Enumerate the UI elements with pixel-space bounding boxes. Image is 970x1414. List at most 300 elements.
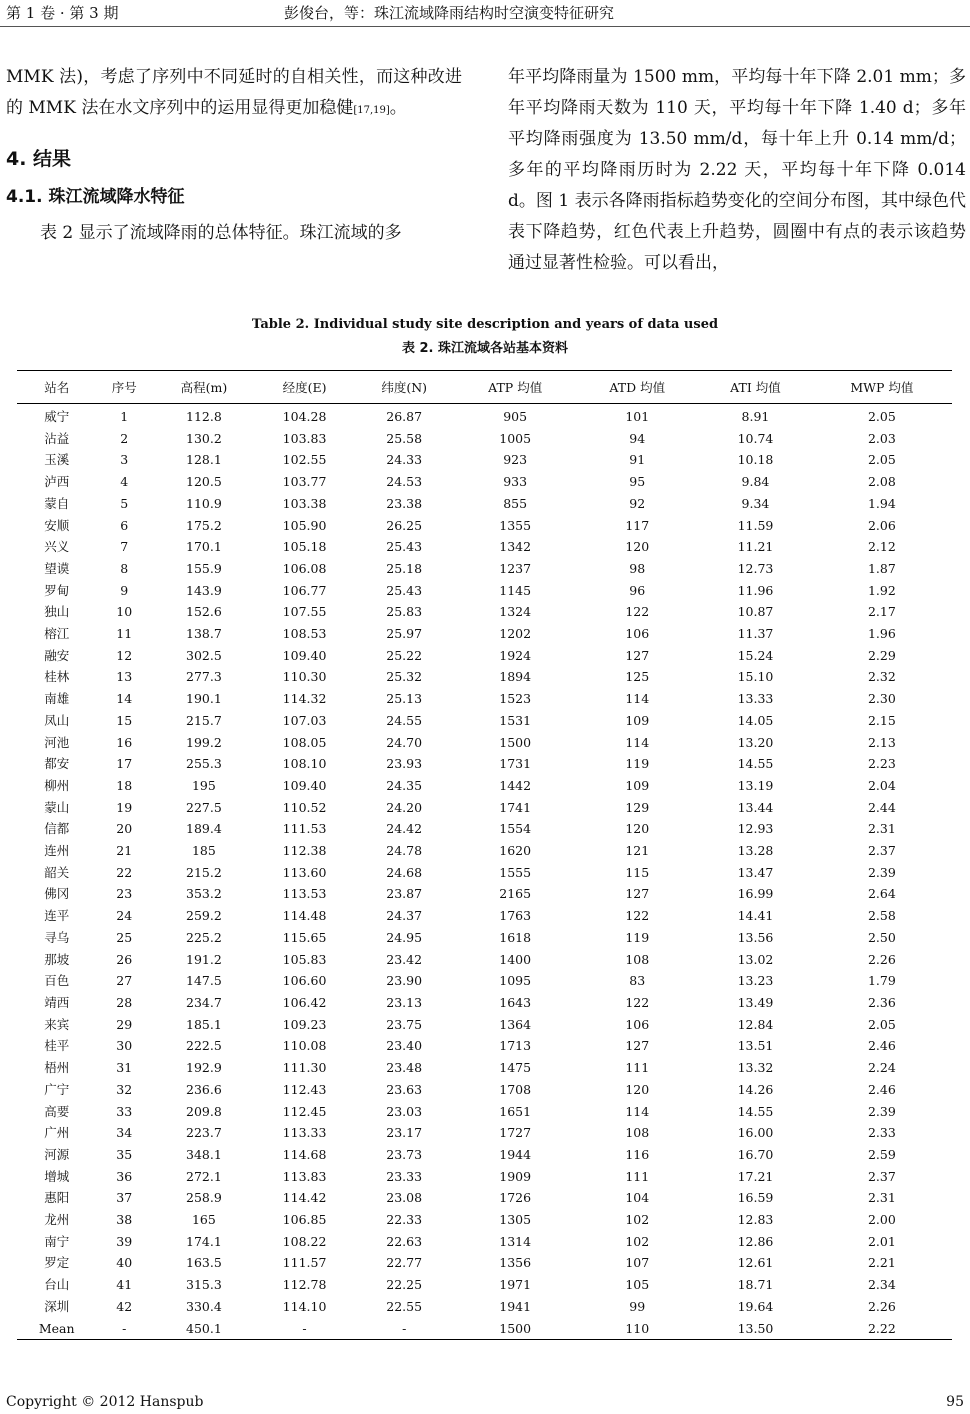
paragraph: 表 2 显示了流域降雨的总体特征。珠江流域的多 — [40, 223, 402, 243]
table-cell: 3 — [120, 452, 129, 468]
copyright: Copyright © 2012 Hanspub — [6, 1394, 204, 1410]
table-cell: 22.55 — [386, 1298, 423, 1314]
table-cell: 24.78 — [386, 843, 423, 859]
table-cell: 22.77 — [386, 1255, 423, 1271]
table-cell: 2.36 — [867, 994, 896, 1010]
table-cell: 12.83 — [737, 1212, 774, 1228]
station-table — [17, 370, 952, 1340]
table-cell: 20 — [116, 821, 133, 837]
table-cell: 109 — [625, 777, 650, 793]
table-row — [17, 1144, 952, 1166]
table-cell: 24.37 — [386, 908, 423, 924]
table-cell: 13.19 — [737, 777, 774, 793]
table-cell: 深圳 — [44, 1298, 70, 1314]
table-row — [17, 949, 952, 971]
table-cell: 277.3 — [186, 669, 222, 685]
table-cell: 170.1 — [186, 539, 222, 555]
table-cell: 2.06 — [867, 517, 896, 533]
table-cell: 108.22 — [282, 1233, 327, 1249]
table-cell: 9 — [120, 582, 129, 598]
table-cell: 13.49 — [737, 994, 774, 1010]
table-cell: 127 — [625, 886, 650, 902]
table-cell: 23.03 — [386, 1103, 423, 1119]
table-row — [17, 601, 952, 623]
table-cell: 2.29 — [867, 647, 896, 663]
table-cell: 1643 — [499, 994, 532, 1010]
table-row — [17, 1209, 952, 1231]
paragraph-text: MMK 法)，考虑了序列中不同延时的自相关性，而这种改进的 MMK 法在水文序列中的运用显得更加稳健 — [6, 67, 462, 118]
table-row — [17, 536, 952, 558]
table-cell: 2.13 — [867, 734, 896, 750]
table-cell: 2.31 — [867, 821, 896, 837]
table-cell: 24.70 — [386, 734, 423, 750]
table-cell: 236.6 — [186, 1081, 222, 1097]
table-cell: 2.58 — [867, 908, 896, 924]
table-cell: 1555 — [499, 864, 532, 880]
table-cell: 21 — [116, 843, 133, 859]
table-row — [17, 558, 952, 580]
table-cell: 来宾 — [44, 1016, 70, 1032]
table-row — [17, 623, 952, 645]
table-cell: 42 — [116, 1298, 133, 1314]
table-cell: 105 — [625, 1277, 650, 1293]
table-cell: 10.87 — [737, 604, 774, 620]
table-row — [17, 1274, 952, 1296]
table-cell: 109.40 — [282, 777, 327, 793]
table-cell: 119 — [625, 929, 650, 945]
table-cell: 22.25 — [386, 1277, 423, 1293]
table-cell: 23.48 — [386, 1060, 423, 1076]
table-cell: 121 — [625, 843, 650, 859]
column-header: 经度(E) — [256, 371, 354, 404]
table-cell: 113.83 — [282, 1168, 327, 1184]
column-header: 高程(m) — [152, 371, 256, 404]
table-row — [17, 797, 952, 819]
table-cell: 119 — [625, 756, 650, 772]
table-cell: 107.55 — [282, 604, 327, 620]
table-row — [17, 840, 952, 862]
table-cell: 114 — [625, 1103, 650, 1119]
table-row — [17, 1231, 952, 1253]
table-row — [17, 666, 952, 688]
table-cell: 2.37 — [867, 843, 896, 859]
table-cell: 16 — [116, 734, 133, 750]
table-cell: 2.31 — [867, 1190, 896, 1206]
table-cell: 融安 — [44, 647, 70, 663]
table-cell: 13.02 — [737, 951, 774, 967]
table-cell: 2.46 — [867, 1081, 896, 1097]
table-cell: 12.84 — [737, 1016, 774, 1032]
table-cell: 104 — [625, 1190, 650, 1206]
table-cell: 11.37 — [737, 626, 774, 642]
table-cell: 1554 — [499, 821, 532, 837]
table-cell: 1909 — [499, 1168, 532, 1184]
table-cell: 185 — [191, 843, 216, 859]
table-cell: 沾益 — [44, 430, 70, 446]
table-cell: 12.61 — [737, 1255, 774, 1271]
table-cell: 蒙自 — [44, 495, 70, 511]
table-cell: 2.37 — [867, 1168, 896, 1184]
table-cell: 104.28 — [282, 409, 327, 424]
table-cell: 10.74 — [737, 430, 774, 446]
table-cell: 106.77 — [282, 582, 327, 598]
column-header: ATP 均值 — [455, 371, 575, 404]
table-cell: 13.33 — [737, 691, 774, 707]
table-cell: 102 — [625, 1212, 650, 1228]
table-cell: 8 — [120, 560, 129, 576]
table-cell: 16.99 — [737, 886, 774, 902]
table-cell: 广州 — [44, 1125, 70, 1141]
table-cell: 110.9 — [186, 495, 222, 511]
table-row — [17, 992, 952, 1014]
table-row — [17, 1187, 952, 1209]
table-cell: 柳州 — [44, 777, 70, 793]
table-cell: 24.53 — [386, 474, 423, 490]
table-cell: 1.87 — [867, 560, 896, 576]
table-row — [17, 775, 952, 797]
table-cell: 16.70 — [737, 1146, 774, 1162]
table-cell: 115 — [625, 864, 650, 880]
table-cell: 13.56 — [737, 929, 774, 945]
table-cell: 106.60 — [282, 973, 327, 989]
table-cell: 1342 — [499, 539, 532, 555]
table-cell: 450.1 — [152, 1318, 256, 1340]
table-cell: 165 — [191, 1212, 216, 1228]
table-cell: 增城 — [44, 1168, 70, 1184]
table-cell: 23.08 — [386, 1190, 423, 1206]
table-row — [17, 645, 952, 667]
table-cell: 1095 — [499, 973, 532, 989]
table-cell: 2.26 — [867, 1298, 896, 1314]
table-cell: 望谟 — [44, 560, 70, 576]
table-cell: 25.18 — [386, 560, 423, 576]
table-cell: 106.08 — [282, 560, 327, 576]
table-cell: 163.5 — [186, 1255, 222, 1271]
table-cell: 1941 — [499, 1298, 532, 1314]
table-cell: 南雄 — [44, 691, 70, 707]
table-cell: 103.77 — [282, 474, 327, 490]
table-cell: 227.5 — [186, 799, 222, 815]
table-cell: 1475 — [499, 1060, 532, 1076]
table-cell: 113.60 — [282, 864, 327, 880]
table-cell: 92 — [629, 495, 646, 511]
table-cell: 1894 — [499, 669, 532, 685]
table-cell: 玉溪 — [44, 452, 70, 468]
table-cell: - — [256, 1318, 354, 1340]
table-cell: 4 — [120, 474, 129, 490]
table-cell: 23.73 — [386, 1146, 423, 1162]
table-row — [17, 862, 952, 884]
table-cell: 独山 — [44, 604, 70, 620]
table-cell: 108 — [625, 951, 650, 967]
table-cell: 855 — [503, 495, 528, 511]
table-row — [17, 1166, 952, 1188]
table-cell: 23.63 — [386, 1081, 423, 1097]
table-cell: 255.3 — [186, 756, 222, 772]
table-cell: 83 — [629, 973, 646, 989]
table-cell: 25 — [116, 929, 133, 945]
table-row — [17, 404, 952, 428]
table-cell: 1763 — [499, 908, 532, 924]
table-cell: 35 — [116, 1146, 133, 1162]
table-cell: 18.71 — [737, 1277, 774, 1293]
table-cell: 1727 — [499, 1125, 532, 1141]
table-cell: 152.6 — [186, 604, 222, 620]
table-cell: 14.05 — [737, 712, 774, 728]
table-cell: 110.08 — [282, 1038, 327, 1054]
table-cell: 桂平 — [44, 1038, 70, 1054]
table-cell: 威宁 — [44, 409, 70, 424]
table-cell: 138.7 — [186, 626, 222, 642]
table-row — [17, 1101, 952, 1123]
table-cell: 2.26 — [867, 951, 896, 967]
table-cell: 9.34 — [741, 495, 770, 511]
table-cell: 108.10 — [282, 756, 327, 772]
running-header — [0, 0, 970, 27]
table-cell: 107.03 — [282, 712, 327, 728]
table-cell: 13.23 — [737, 973, 774, 989]
table-cell: 107 — [625, 1255, 650, 1271]
table-row — [17, 580, 952, 602]
paragraph — [6, 62, 462, 124]
table-row — [17, 927, 952, 949]
table-cell: 12.93 — [737, 821, 774, 837]
table-cell: - — [96, 1318, 152, 1340]
table-cell: 1924 — [499, 647, 532, 663]
table-cell: 1.79 — [867, 973, 896, 989]
table-cell: 罗定 — [44, 1255, 70, 1271]
table-cell: 155.9 — [186, 560, 222, 576]
table-row — [17, 883, 952, 905]
table-cell: 河池 — [44, 734, 70, 750]
table-row — [17, 1318, 952, 1340]
table-cell: 连州 — [44, 843, 70, 859]
column-header: 站名 — [17, 371, 96, 404]
table-cell: 110.30 — [282, 669, 327, 685]
table-cell: 315.3 — [186, 1277, 222, 1293]
table-cell: 94 — [629, 430, 646, 446]
table-cell: 7 — [120, 539, 129, 555]
table-cell: 靖西 — [44, 994, 70, 1010]
table-cell: 24.20 — [386, 799, 423, 815]
table-cell: 2.12 — [867, 539, 896, 555]
table-cell: 1324 — [499, 604, 532, 620]
table-cell: 108 — [625, 1125, 650, 1141]
section-heading: 4. 结果 — [6, 148, 72, 170]
table-cell: 40 — [116, 1255, 133, 1271]
table-cell: 12 — [116, 647, 133, 663]
table-cell: 13.50 — [699, 1318, 812, 1340]
table-cell: 95 — [629, 474, 646, 490]
table-cell: 109 — [625, 712, 650, 728]
table-cell: 112.78 — [282, 1277, 327, 1293]
table-cell: 25.32 — [386, 669, 423, 685]
table-cell: Mean — [17, 1318, 96, 1340]
table-cell: 都安 — [44, 756, 70, 772]
table-cell: 南宁 — [44, 1233, 70, 1249]
citation[interactable]: [17,19] — [353, 105, 390, 116]
table-row — [17, 1057, 952, 1079]
table-cell: 1726 — [499, 1190, 532, 1206]
table-cell: 13.28 — [737, 843, 774, 859]
table-cell: 189.4 — [186, 821, 222, 837]
table-cell: 191.2 — [186, 951, 222, 967]
table-cell: 23.75 — [386, 1016, 423, 1032]
table-cell: 1355 — [499, 517, 532, 533]
table-cell: 26.25 — [386, 517, 423, 533]
table-cell: 99 — [629, 1298, 646, 1314]
table-cell: 112.8 — [186, 409, 222, 424]
table-row — [17, 818, 952, 840]
table-cell: 2.39 — [867, 1103, 896, 1119]
page-number: 95 — [946, 1394, 964, 1410]
table-cell: 110 — [575, 1318, 699, 1340]
table-cell: 14.41 — [737, 908, 774, 924]
table-cell: 120 — [625, 1081, 650, 1097]
table-cell: 130.2 — [186, 430, 222, 446]
table-cell: 1 — [120, 409, 129, 424]
table-cell: 2.30 — [867, 691, 896, 707]
table-caption-en: Table 2. Individual study site description and years of data used — [251, 317, 719, 332]
table-cell: 106.85 — [282, 1212, 327, 1228]
table-cell: 122 — [625, 994, 650, 1010]
table-cell: 安顺 — [44, 517, 70, 533]
table-cell: 25.22 — [386, 647, 423, 663]
table-cell: 11.96 — [737, 582, 774, 598]
table-cell: 1.96 — [867, 626, 896, 642]
table-cell: 190.1 — [186, 691, 222, 707]
table-row — [17, 905, 952, 927]
table-cell: 34 — [116, 1125, 133, 1141]
left-column — [6, 62, 462, 249]
table-cell: 111 — [625, 1060, 650, 1076]
table-cell: 1971 — [499, 1277, 532, 1293]
table-cell: 125 — [625, 669, 650, 685]
table-cell: 台山 — [44, 1277, 70, 1293]
table-cell: 23.13 — [386, 994, 423, 1010]
table-cell: 259.2 — [186, 908, 222, 924]
table-cell: 272.1 — [186, 1168, 222, 1184]
table-cell: 1442 — [499, 777, 532, 793]
table-cell: 112.38 — [282, 843, 327, 859]
table-cell: 2.34 — [867, 1277, 896, 1293]
table-cell: 102.55 — [282, 452, 327, 468]
table-cell: 连平 — [44, 908, 70, 924]
table-cell: 192.9 — [186, 1060, 222, 1076]
table-cell: 209.8 — [186, 1103, 222, 1119]
table-cell: 114.42 — [282, 1190, 327, 1206]
table-cell: 31 — [116, 1060, 133, 1076]
table-cell: 147.5 — [186, 973, 222, 989]
table-row — [17, 1035, 952, 1057]
column-header: 纬度(N) — [353, 371, 455, 404]
table-cell: 2.05 — [867, 1016, 896, 1032]
table-cell: 185.1 — [186, 1016, 222, 1032]
table-cell: 114.68 — [282, 1146, 327, 1162]
table-cell: 河源 — [44, 1146, 70, 1162]
table-cell: 105.83 — [282, 951, 327, 967]
table-cell: 353.2 — [186, 886, 222, 902]
table-row — [17, 428, 952, 450]
table-cell: 2.08 — [867, 474, 896, 490]
table-cell: 11.59 — [737, 517, 774, 533]
table-cell: 泸西 — [44, 474, 70, 490]
table-cell: 佛冈 — [44, 886, 70, 902]
table-cell: 114.32 — [282, 691, 327, 707]
table-cell: 15.10 — [737, 669, 774, 685]
table-cell: 15.24 — [737, 647, 774, 663]
table-cell: 2.23 — [867, 756, 896, 772]
table-cell: 39 — [116, 1233, 133, 1249]
table-cell: 2.05 — [867, 452, 896, 468]
table-cell: 111 — [625, 1168, 650, 1184]
table-cell: 122 — [625, 604, 650, 620]
table-cell: 1400 — [499, 951, 532, 967]
right-column — [508, 62, 966, 279]
table-cell: 91 — [629, 452, 646, 468]
table-cell: 13.47 — [737, 864, 774, 880]
table-cell: 222.5 — [186, 1038, 222, 1054]
table-cell: 16.59 — [737, 1190, 774, 1206]
table-row — [17, 493, 952, 515]
table-cell: 923 — [503, 452, 528, 468]
table-cell: 1005 — [499, 430, 532, 446]
table-cell: 106 — [625, 1016, 650, 1032]
table-cell: 106.42 — [282, 994, 327, 1010]
table-cell: 2.39 — [867, 864, 896, 880]
column-header: ATD 均值 — [575, 371, 699, 404]
table-cell: 23.40 — [386, 1038, 423, 1054]
table-cell: 112.45 — [282, 1103, 327, 1119]
table-cell: 12.86 — [737, 1233, 774, 1249]
table-cell: 22.63 — [386, 1233, 423, 1249]
table-cell: 16.00 — [737, 1125, 774, 1141]
table-cell: 1237 — [499, 560, 532, 576]
table-cell: 1.92 — [867, 582, 896, 598]
table-cell: 10.18 — [737, 452, 774, 468]
table-cell: 广宁 — [44, 1081, 70, 1097]
table-cell: 1708 — [499, 1081, 532, 1097]
table-cell: 13 — [116, 669, 133, 685]
table-cell: 2.46 — [867, 1038, 896, 1054]
table-cell: 寻乌 — [44, 929, 70, 945]
table-cell: 2.05 — [867, 409, 896, 424]
table-cell: 2.17 — [867, 604, 896, 620]
table-cell: 1202 — [499, 626, 532, 642]
table-cell: 933 — [503, 474, 528, 490]
table-cell: 惠阳 — [44, 1190, 70, 1206]
table-cell: 98 — [629, 560, 646, 576]
table-cell: 27 — [116, 973, 133, 989]
table-cell: 24.33 — [386, 452, 423, 468]
table-row — [17, 471, 952, 493]
table-cell: 23.17 — [386, 1125, 423, 1141]
table-cell: 28 — [116, 994, 133, 1010]
table-cell: 19.64 — [737, 1298, 774, 1314]
paragraph: 年平均降雨量为 1500 mm，平均每十年下降 2.01 mm；多年平均降雨天数为 110 天，平均每十年下降 1.40 d；多年平均降雨强度为 13.50 mm/d，每十年上升 0.14 mm/d；多年的平均降雨历时为 2.22 天，平均每十年下降 0.014 d。图 1 表示各降雨指标趋势变化的空间分布图，其中绿色代表下降趋势，红色代表上升趋势，圆圈中有点的表示该趋势通过显著性检验。可以看出， — [508, 67, 966, 273]
table-cell: 120 — [625, 821, 650, 837]
table-cell: 24.35 — [386, 777, 423, 793]
table-cell: 9.84 — [741, 474, 770, 490]
table-cell: 8.91 — [741, 409, 770, 424]
table-cell: 109.23 — [282, 1016, 327, 1032]
table-cell: 25.83 — [386, 604, 423, 620]
table-cell: 2.24 — [867, 1060, 896, 1076]
table-cell: 26 — [116, 951, 133, 967]
table-cell: 195 — [191, 777, 216, 793]
table-cell: 105.90 — [282, 517, 327, 533]
table-row — [17, 449, 952, 471]
